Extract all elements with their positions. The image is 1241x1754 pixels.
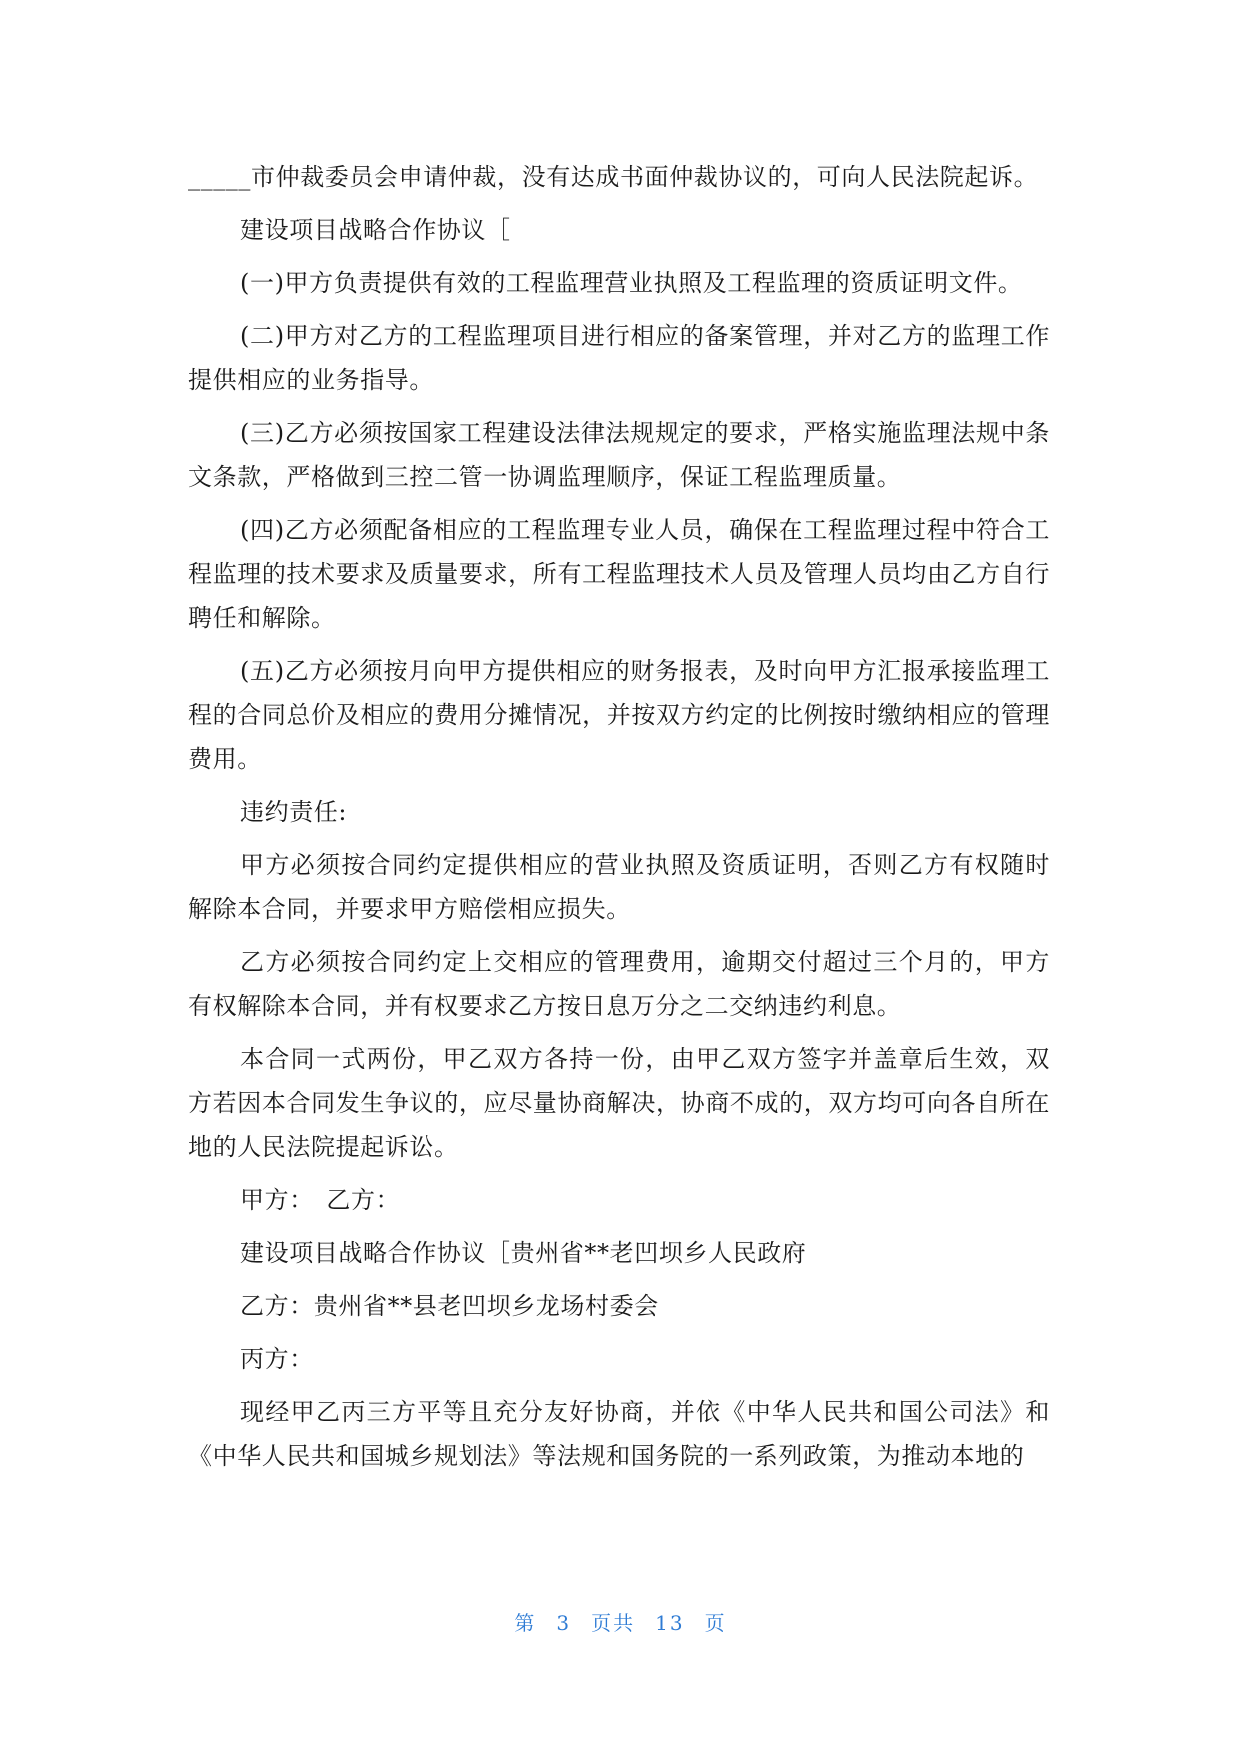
paragraph-agreement-heading-1: 建设项目战略合作协议［ <box>240 216 511 244</box>
footer-suffix: 页 <box>704 1611 727 1635</box>
paragraph-clause-1: (一)甲方负责提供有效的工程监理营业执照及工程监理的资质证明文件。 <box>240 269 1023 297</box>
paragraph-agreement-heading-2: 建设项目战略合作协议［贵州省**老凹坝乡人民政府 <box>240 1239 807 1267</box>
paragraph-liability-party-a: 甲方必须按合同约定提供相应的营业执照及资质证明，否则乙方有权随时解除本合同，并要求甲方赔偿相应损失。 <box>188 851 1050 923</box>
paragraph-clause-2: (二)甲方对乙方的工程监理项目进行相应的备案管理，并对乙方的监理工作提供相应的业务指导。 <box>188 322 1050 394</box>
paragraph-liability-party-b: 乙方必须按合同约定上交相应的管理费用，逾期交付超过三个月的，甲方有权解除本合同，并有权要求乙方按日息万分之二交纳违约利息。 <box>188 948 1050 1020</box>
paragraph-clause-3: (三)乙方必须按国家工程建设法律法规规定的要求，严格实施监理法规中条文条款，严格做到三控二管一协调监理顺序，保证工程监理质量。 <box>188 419 1050 491</box>
footer-current-page: 3 <box>556 1611 572 1635</box>
footer-total-pages: 13 <box>655 1611 685 1635</box>
paragraph-clause-5: (五)乙方必须按月向甲方提供相应的财务报表，及时向甲方汇报承接监理工程的合同总价及相应的费用分摊情况，并按双方约定的比例按时缴纳相应的管理费用。 <box>188 657 1050 773</box>
paragraph-party-b: 乙方：贵州省**县老凹坝乡龙场村委会 <box>240 1292 659 1320</box>
footer-prefix: 第 <box>514 1611 537 1635</box>
document-body <box>188 155 1050 1487</box>
page-number-footer <box>0 1607 1241 1636</box>
paragraph-party-c: 丙方： <box>240 1345 314 1373</box>
paragraph-clause-4: (四)乙方必须配备相应的工程监理专业人员，确保在工程监理过程中符合工程监理的技术要求及质量要求，所有工程监理技术人员及管理人员均由乙方自行聘任和解除。 <box>188 516 1050 632</box>
paragraph-liability-heading: 违约责任: <box>240 798 348 826</box>
footer-middle: 页共 <box>591 1611 636 1635</box>
paragraph-preamble: 现经甲乙丙三方平等且充分友好协商，并依《中华人民共和国公司法》和《中华人民共和国城乡规划法》等法规和国务院的一系列政策，为推动本地的 <box>188 1398 1050 1470</box>
paragraph-signature-parties: 甲方： 乙方： <box>240 1186 401 1214</box>
paragraph-copies-and-disputes: 本合同一式两份，甲乙双方各持一份，由甲乙双方签字并盖章后生效，双方若因本合同发生争议的，应尽量协商解决，协商不成的，双方均可向各自所在地的人民法院提起诉讼。 <box>188 1045 1050 1161</box>
paragraph-arbitration-continued: _____市仲裁委员会申请仲裁，没有达成书面仲裁协议的，可向人民法院起诉。 <box>188 163 1039 191</box>
